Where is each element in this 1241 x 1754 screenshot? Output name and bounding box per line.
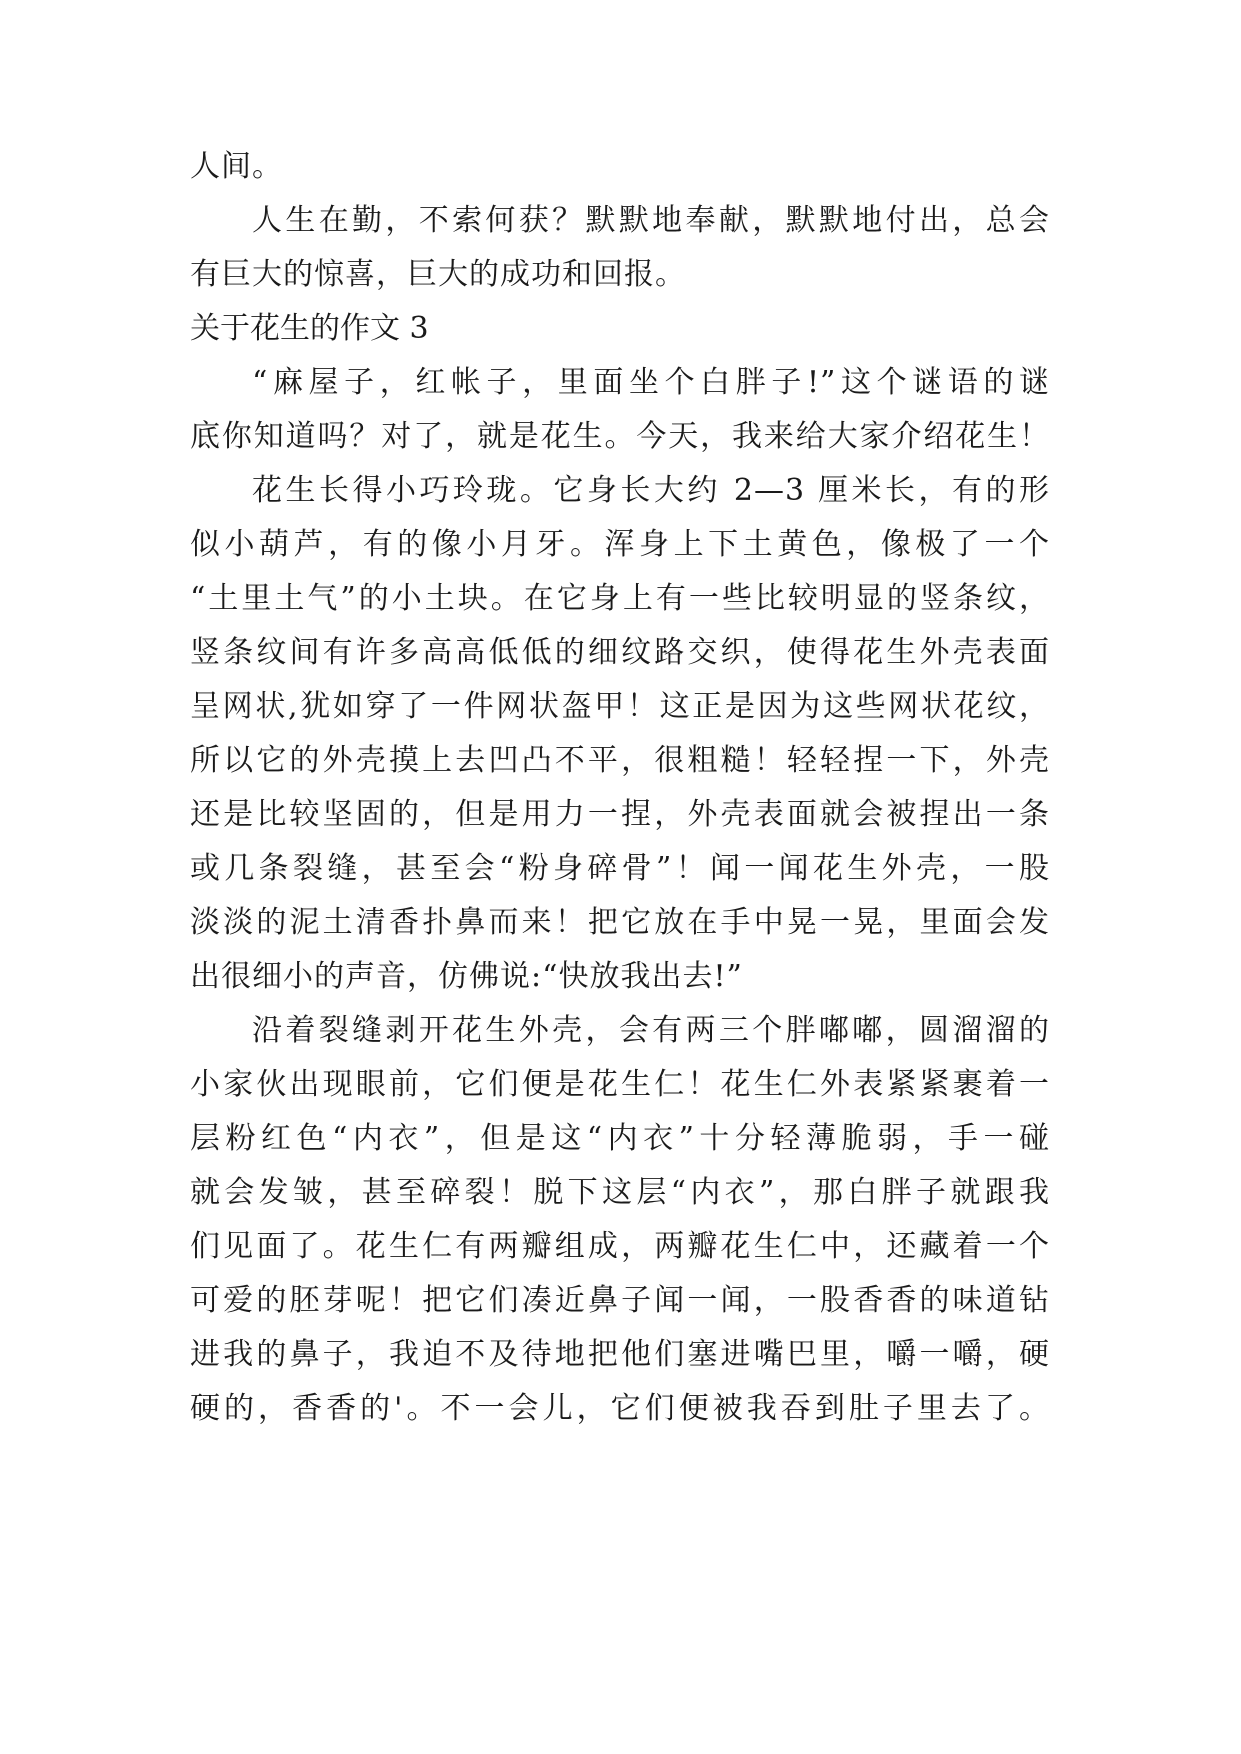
text-line: 还是比较坚固的，但是用力一捏，外壳表面就会被捏出一条 [190,797,1050,832]
text-line: 呈网状,犹如穿了一件网状盔甲！这正是因为这些网状花纹， [190,689,1050,724]
text-line: 似小葫芦，有的像小月牙。浑身上下土黄色，像极了一个 [190,527,1050,562]
text-line: 人间。 [190,149,283,184]
text-line: 们见面了。花生仁有两瓣组成，两瓣花生仁中，还藏着一个 [190,1229,1050,1264]
text-line: 所以它的外壳摸上去凹凸不平，很粗糙！轻轻捏一下，外壳 [190,743,1050,778]
text-line: “麻屋子，红帐子，里面坐个白胖子!”这个谜语的谜 [252,365,1050,400]
text-line: 竖条纹间有许多高高低低的细纹路交织，使得花生外壳表面 [190,635,1050,670]
text-line: 硬的，香香的'。不一会儿，它们便被我吞到肚子里去了。 [190,1391,1050,1426]
text-line: 沿着裂缝剥开花生外壳，会有两三个胖嘟嘟，圆溜溜的 [252,1013,1050,1048]
text-line: 可爱的胚芽呢！把它们凑近鼻子闻一闻，一股香香的味道钻 [190,1283,1050,1318]
text-line: 就会发皱，甚至碎裂！脱下这层“内衣”，那白胖子就跟我 [190,1175,1050,1210]
section-heading: 关于花生的作文 3 [190,311,429,346]
text-line: “土里土气”的小土块。在它身上有一些比较明显的竖条纹， [190,581,1050,616]
text-line: 层粉红色“内衣”，但是这“内衣”十分轻薄脆弱，手一碰 [190,1121,1050,1156]
text-line: 或几条裂缝，甚至会“粉身碎骨”！闻一闻花生外壳，一股 [190,851,1050,886]
text-line: 花生长得小巧玲珑。它身长大约 2—3 厘米长，有的形 [252,473,1050,508]
text-line: 小家伙出现眼前，它们便是花生仁！花生仁外表紧紧裹着一 [190,1067,1050,1102]
text-line: 有巨大的惊喜，巨大的成功和回报。 [190,257,686,292]
text-line: 人生在勤，不索何获？默默地奉献，默默地付出，总会 [252,203,1050,238]
text-line: 底你知道吗？对了，就是花生。今天，我来给大家介绍花生！ [190,419,1050,454]
text-line: 进我的鼻子，我迫不及待地把他们塞进嘴巴里，嚼一嚼，硬 [190,1337,1050,1372]
text-line: 出很细小的声音，仿佛说:“快放我出去!” [190,959,743,994]
text-line: 淡淡的泥土清香扑鼻而来！把它放在手中晃一晃，里面会发 [190,905,1050,940]
